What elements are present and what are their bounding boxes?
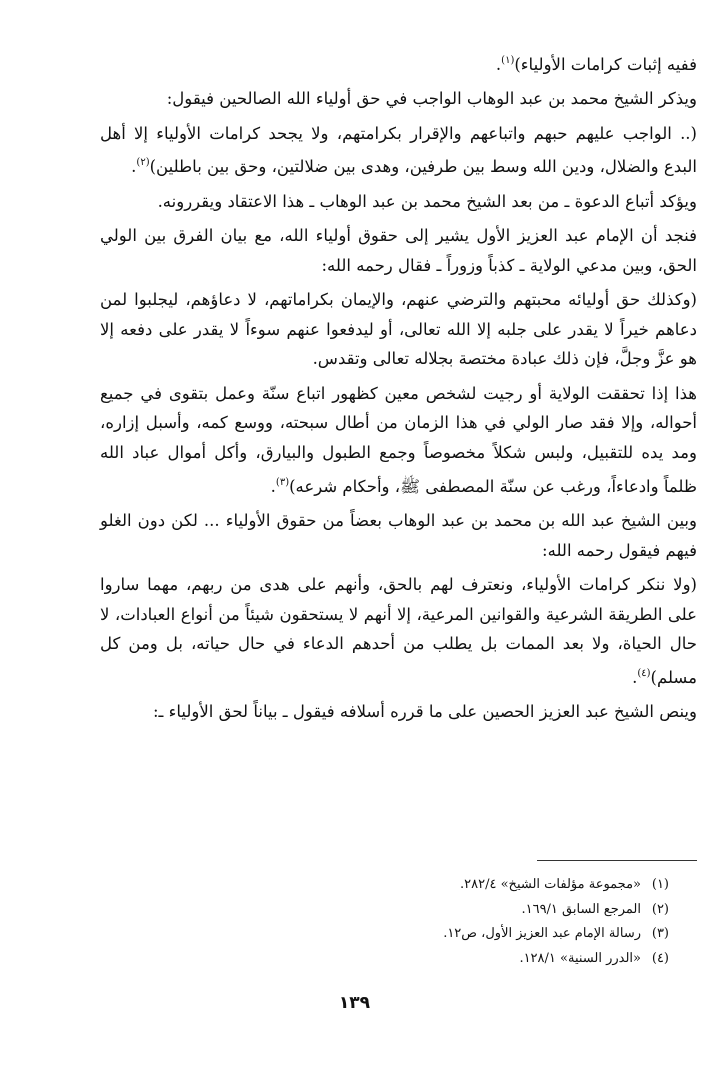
footnote [109, 922, 669, 947]
footnote-divider [537, 860, 697, 861]
footnote-number: (٢) [651, 901, 669, 917]
page-number: ١٣٩ [338, 993, 371, 1013]
quote-paragraph: هذا إذا تحققت الولاية أو رجيت لشخص معين كظهور اتباع سنّة وعمل بتقوى في جميع أحواله، وإلا فقد صار الولي في هذا الزمان من أطال سبحته، ووسع كمه، وأسبل إزاره، ومد يده للتقبيل، ولبس شكلاً مخصوصاً وجمع الطبول والبيارق، وأكل أموال عباد الله ظلماً وادعاءاً، ورغب عن سنّة المصطفى ﷺ، وأحكام شرعه)$^{(٣)}$. [100, 383, 697, 496]
footnote [109, 947, 669, 972]
paragraph: وبين الشيخ عبد الله بن محمد بن عبد الوهاب بعضاً من حقوق الأولياء ... لكن دون الغلو فيهم فيقول رحمه الله: [100, 511, 697, 560]
footnote-number: (١) [651, 877, 669, 892]
footnote-number: (٣) [651, 926, 669, 941]
footnote-number: (٤) [651, 950, 669, 966]
footnote-ref: (٢) [136, 157, 150, 169]
paragraph: ففيه إثبات كرامات الأولياء)$^{(١)}$. [495, 55, 697, 74]
quote-paragraph: (وكذلك حق أوليائه محبتهم والترضي عنهم، والإيمان بكراماتهم، لا دعاؤهم، ليجلبوا لمن دعاهم خيراً لا يقدر على جلبه إلا الله تعالى، أو ليدفعوا عنهم سوءاً لا يقدر على دفعه إلا هو عزَّ وجلَّ، فإن ذلك عبادة مختصة بجلاله تعالى وتقدس. [100, 289, 697, 369]
body-text [100, 46, 697, 732]
footnote [109, 898, 669, 923]
footnote-ref: (٤) [637, 668, 651, 680]
footnote-text: رسالة الإمام عبد العزيز الأول، ص١٢. [443, 926, 641, 941]
quote-paragraph: (ولا ننكر كرامات الأولياء، ونعترف لهم بالحق، وأنهم على هدى من ربهم، مهما ساروا على الطريقة الشرعية والقوانين المرعية، إلا أنهم لا يستحقون شيئاً من أنواع العبادات، لا حال الحياة، ولا بعد الممات بل يطلب من أحدهم الدعاء في حال حياته، بل ومن كل مسلم)$^{(٤)}$. [100, 575, 697, 688]
quote-paragraph: (.. الواجب عليهم حبهم واتباعهم والإقرار بكرامتهم، ولا يجحد كرامات الأولياء إلا أهل البدع والضلال، ودين الله وسط بين طرفين، وهدى بين ضلالتين، وحق بين باطلين)$^{(٢)}$. [100, 123, 697, 177]
footnote-text: المرجع السابق ١٦٩/١. [521, 901, 641, 917]
footnote-text: «الدرر السنية» ١٢٨/١. [519, 950, 641, 966]
paragraph: ويذكر الشيخ محمد بن عبد الوهاب الواجب في حق أولياء الله الصالحين فيقول: [166, 89, 697, 109]
paragraph: ويؤكد أتباع الدعوة ـ من بعد الشيخ محمد بن عبد الوهاب ـ هذا الاعتقاد ويقررونه. [157, 191, 697, 211]
paragraph: فنجد أن الإمام عبد العزيز الأول يشير إلى حقوق أولياء الله، مع بيان الفرق بين الولي الحق، وبين مدعي الولاية ـ كذباً وزوراً ـ فقال رحمه الله: [100, 225, 697, 275]
footnote-text: «مجموعة مؤلفات الشيخ» ٢٨٢/٤. [460, 877, 641, 892]
paragraph: وينص الشيخ عبد العزيز الحصين على ما قرره أسلافه فيقول ـ بياناً لحق الأولياء ـ: [153, 702, 697, 722]
footnote-ref: (١) [501, 55, 515, 66]
footnotes [109, 873, 669, 971]
footnote-ref: (٣) [275, 476, 290, 488]
footnote [109, 873, 669, 898]
